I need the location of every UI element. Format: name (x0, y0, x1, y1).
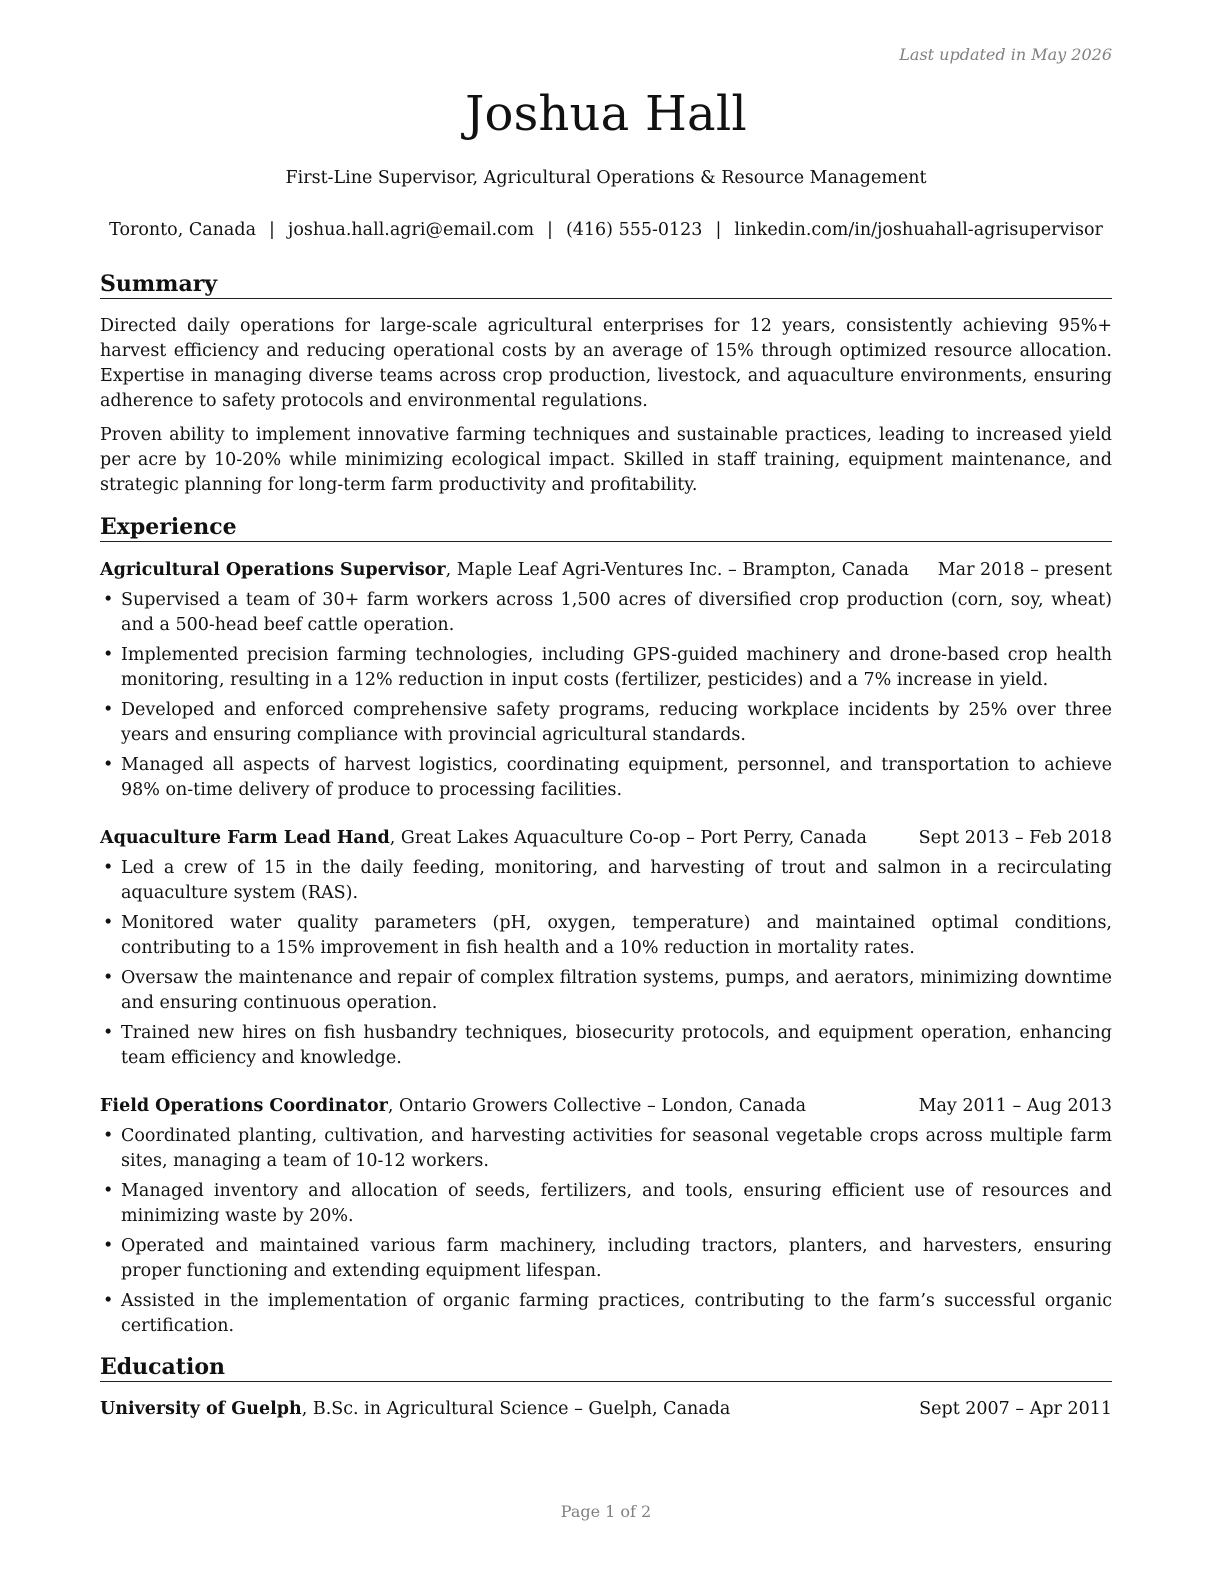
list-item (100, 911, 1112, 961)
contact-separator: | (715, 220, 722, 240)
bullet-icon: • (103, 968, 114, 988)
education-entry (100, 1397, 1112, 1422)
school-name: University of Guelph (100, 1399, 302, 1419)
bullet-icon: • (103, 1236, 114, 1256)
list-item (100, 588, 1112, 638)
bullet-text: Supervised a team of 30+ farm workers across 1,500 acres of diversified crop production (corn, soy, wheat) and a 500-head beef cattle operation. (121, 590, 1112, 635)
bullet-icon: • (103, 755, 114, 775)
job-header (100, 1094, 1112, 1119)
summary-paragraph: Proven ability to implement innovative farming techniques and sustainable practices, leading to increased yield per acre by 10-20% while minimizing ecological impact. Skilled in staff training, equipment maintenance, and strategic planning for long-term farm productivity and profitability. (100, 425, 1112, 495)
bullet-icon: • (103, 645, 114, 665)
contact-email[interactable]: joshua.hall.agri@email.com (287, 220, 535, 240)
job-dates: Sept 2013 – Feb 2018 (918, 828, 1112, 848)
bullet-icon: • (103, 858, 114, 878)
contact-location: Toronto, Canada (109, 220, 257, 240)
job-title: Agricultural Operations Supervisor (100, 560, 446, 580)
section-title-summary: Summary (100, 271, 1112, 299)
list-item (100, 698, 1112, 748)
job-header (100, 558, 1112, 583)
contact-line (100, 220, 1112, 240)
job-dates: May 2011 – Aug 2013 (918, 1096, 1112, 1116)
bullet-text: Managed inventory and allocation of seeds, fertilizers, and tools, ensuring efficient use of resources and minimizing waste by 20%. (121, 1181, 1112, 1226)
bullet-icon: • (103, 1023, 114, 1043)
bullet-text: Trained new hires on fish husbandry techniques, biosecurity protocols, and equipment operation, enhancing team efficiency and knowledge. (121, 1023, 1112, 1068)
list-item (100, 1289, 1112, 1339)
list-item (100, 1179, 1112, 1229)
degree-details: , B.Sc. in Agricultural Science – Guelph, Canada (301, 1399, 731, 1419)
job-organization: , Great Lakes Aquaculture Co-op – Port Perry, Canada (389, 828, 867, 848)
bullet-text: Oversaw the maintenance and repair of complex filtration systems, pumps, and aerators, minimizing downtime and ensuring continuous operation. (121, 968, 1112, 1013)
job-organization: , Maple Leaf Agri-Ventures Inc. – Brampton, Canada (445, 560, 909, 580)
list-item (100, 856, 1112, 906)
summary-paragraph: Directed daily operations for large-scale agricultural enterprises for 12 years, consistently achieving 95%+ harvest efficiency and reducing operational costs by an average of 15% through optimized resource allocation. Expertise in managing diverse teams across crop production, livestock, and aquaculture environments, ensuring adherence to safety protocols and environmental regulations. (100, 316, 1112, 411)
job-organization: , Ontario Growers Collective – London, Canada (387, 1096, 807, 1116)
bullet-text: Monitored water quality parameters (pH, oxygen, temperature) and maintained optimal conditions, contributing to a 15% improvement in fish health and a 10% reduction in mortality rates. (121, 913, 1112, 958)
contact-separator: | (547, 220, 553, 240)
contact-linkedin[interactable]: linkedin.com/in/joshuahall-agrisupervisor (734, 220, 1103, 240)
page-number: Page 1 of 2 (560, 1502, 652, 1521)
bullet-text: Operated and maintained various farm machinery, including tractors, planters, and harvesters, ensuring proper functioning and extending equipment lifespan. (121, 1236, 1112, 1281)
job-dates: Mar 2018 – present (937, 560, 1112, 580)
bullet-icon: • (103, 913, 114, 933)
candidate-headline: First-Line Supervisor, Agricultural Operations & Resource Management (285, 168, 927, 188)
job-bullet-list (100, 1124, 1112, 1344)
bullet-icon: • (103, 1181, 114, 1201)
job-header (100, 826, 1112, 851)
bullet-text: Assisted in the implementation of organic farming practices, contributing to the farm’s successful organic certification. (121, 1291, 1112, 1336)
list-item (100, 966, 1112, 1016)
section-title-experience: Experience (100, 514, 1112, 542)
list-item (100, 643, 1112, 693)
job-bullet-list (100, 856, 1112, 1076)
bullet-icon: • (103, 700, 114, 720)
list-item (100, 753, 1112, 803)
bullet-text: Managed all aspects of harvest logistics, coordinating equipment, personnel, and transportation to achieve 98% on-time delivery of produce to processing facilities. (121, 755, 1112, 800)
job-bullet-list (100, 588, 1112, 808)
contact-phone[interactable]: (416) 555-0123 (565, 220, 703, 240)
list-item (100, 1124, 1112, 1174)
bullet-text: Coordinated planting, cultivation, and harvesting activities for seasonal vegetable crops across multiple farm sites, managing a team of 10-12 workers. (121, 1126, 1112, 1171)
bullet-icon: • (103, 1291, 114, 1311)
bullet-text: Developed and enforced comprehensive safety programs, reducing workplace incidents by 25% over three years and ensuring compliance with provincial agricultural standards. (121, 700, 1112, 745)
resume-page (100, 0, 1112, 1584)
section-title-education: Education (100, 1354, 1112, 1382)
job-title: Field Operations Coordinator (100, 1096, 388, 1116)
bullet-text: Implemented precision farming technologies, including GPS-guided machinery and drone-based crop health monitoring, resulting in a 12% reduction in input costs (fertilizer, pesticides) and a 7% increase in yield. (121, 645, 1112, 690)
candidate-name: Joshua Hall (465, 86, 747, 142)
education-dates: Sept 2007 – Apr 2011 (919, 1399, 1112, 1419)
bullet-text: Led a crew of 15 in the daily feeding, monitoring, and harvesting of trout and salmon in a recirculating aquaculture system (RAS). (121, 858, 1112, 903)
list-item (100, 1234, 1112, 1284)
contact-separator: | (269, 220, 275, 240)
bullet-icon: • (103, 590, 114, 610)
last-updated-note: Last updated in May 2026 (899, 45, 1112, 64)
bullet-icon: • (103, 1126, 114, 1146)
job-title: Aquaculture Farm Lead Hand (100, 828, 390, 848)
list-item (100, 1021, 1112, 1071)
